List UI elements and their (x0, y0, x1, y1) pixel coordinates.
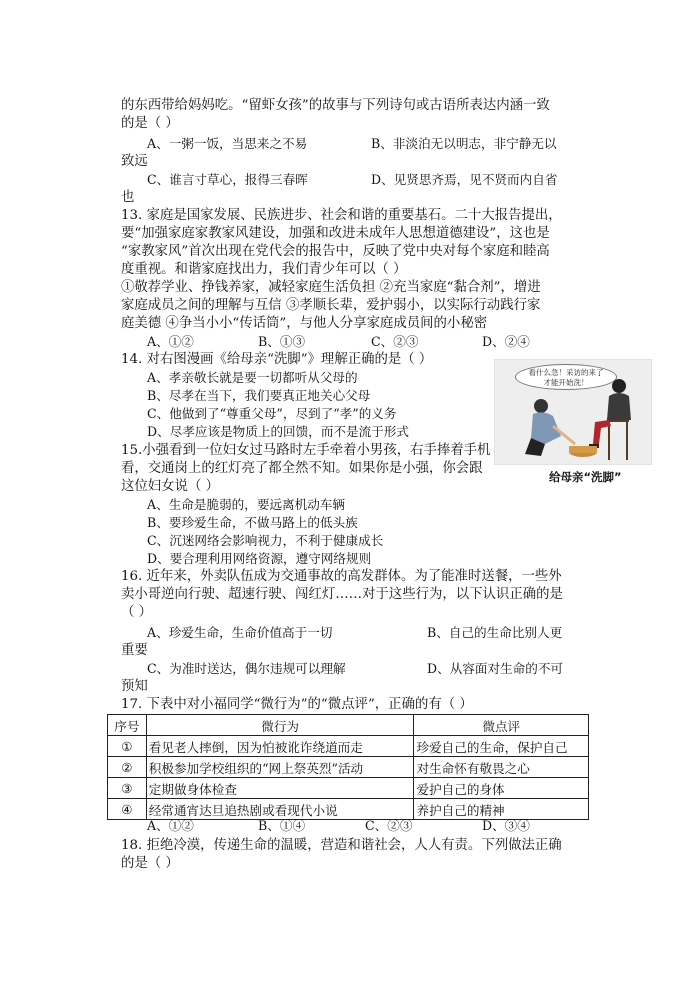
speech-bubble-line-1: 看什么急！采访的来了 (528, 368, 604, 377)
q16-option-a: A、珍爱生命，生命价值高于一切 (147, 625, 333, 640)
q17-option-c: C、②③ (365, 818, 413, 833)
table-header-cell: 微行为 (146, 715, 414, 736)
q14-option-b: B、尽孝在当下，我们要真正地关心父母 (147, 388, 371, 403)
q12-option-d: D、见贤思齐焉，见不贤而内自省 (371, 172, 558, 187)
table-cell: ① (108, 736, 147, 757)
q16-option-b: B、自己的生命比别人更 (427, 625, 563, 640)
speech-bubble-line-2: 才能开始洗！ (543, 378, 589, 387)
table-cell: 经常通宵达旦追热剧或看现代小说 (146, 799, 414, 820)
table-cell: 看见老人摔倒，因为怕被讹诈绕道而走 (146, 736, 414, 757)
q16-option-d: D、从容面对生命的不可 (427, 661, 564, 676)
q12-option-b-cont: 致远 (121, 154, 148, 169)
q17-table (107, 714, 589, 820)
q17-option-d: D、③④ (482, 818, 530, 833)
q15-option-c: C、沉迷网络会影响视力，不利于健康成长 (147, 533, 384, 548)
table-cell: ② (108, 757, 147, 778)
cartoon-illustration (494, 359, 652, 465)
q15-option-b: B、要珍爱生命，不做马路上的低头族 (147, 515, 358, 530)
q13-text-line-4: 度重视。和谐家庭找出力，我们青少年可以（ ） (121, 262, 407, 277)
table-cell: 定期做身体检查 (146, 778, 414, 799)
q15-text-line-1: 15.小强看到一位妇女过马路时左手牵着小男孩，右手捧着手机 (121, 443, 491, 458)
q16-option-d-cont: 预知 (121, 679, 148, 694)
q12-option-d-cont: 也 (121, 190, 135, 205)
q13-statements-line-1: ①敬荐学业、挣钱养家，减轻家庭生活负担 ②充当家庭“黏合剂”，增进 (121, 280, 541, 295)
table-header-cell: 微点评 (414, 715, 589, 736)
q14-text: 14. 对右图漫画《给母亲“洗脚”》理解正确的是（ ） (121, 352, 433, 367)
table-row (108, 757, 589, 778)
q12-option-c: C、谁言寸草心，报得三春晖 (147, 172, 308, 187)
table-cell: ③ (108, 778, 147, 799)
q16-text-line-2: 卖小哥逆向行驶、超速行驶、闯红灯……对于这些行为，以下认识正确的是 (121, 587, 563, 602)
q12-option-a: A、一粥一饭，当思来之不易 (147, 136, 308, 151)
cartoon-drawing (495, 360, 651, 464)
q18-text-line-2: 的是（ ） (121, 856, 179, 871)
q12-text-line-1: 的东西带给妈妈吃。“留虾女孩”的故事与下列诗句或古语所表达内涵一致 (121, 98, 550, 113)
q16-option-b-cont: 重要 (121, 643, 148, 658)
q17-text: 17. 下表中对小福同学“微行为”的“微点评”，正确的有（ ） (121, 697, 473, 712)
table-cell: 珍爱自己的生命，保护自己 (414, 736, 589, 757)
q15-option-a: A、生命是脆弱的，要远离机动车辆 (147, 497, 346, 512)
q17-option-a: A、①② (147, 818, 194, 833)
q18-text-line-1: 18. 拒绝冷漠，传递生命的温暖，营造和谐社会，人人有责。下列做法正确 (121, 838, 562, 853)
q13-statements-line-2: 家庭成员之间的理解与互信 ③孝顺长辈，爱护弱小，以实际行动践行家 (121, 298, 541, 313)
q13-option-a: A、①② (147, 334, 194, 349)
q14-option-d: D、尽孝应该是物质上的回馈，而不是流于形式 (147, 424, 409, 439)
q15-text-line-3: 这位妇女说（ ） (121, 479, 219, 494)
table-header-row (108, 715, 589, 736)
q13-statements-line-3: 庭美德 ④争当小小“传话筒”，与他人分享家庭成员间的小秘密 (121, 316, 488, 331)
q13-option-c: C、②③ (371, 334, 419, 349)
q14-option-a: A、孝亲敬长就是要一切都听从父母的 (147, 370, 358, 385)
q13-option-b: B、①③ (258, 334, 306, 349)
q13-text-line-3: “家教家风”首次出现在党代会的报告中，反映了党中央对每个家庭和睦高 (121, 244, 550, 259)
q13-option-d: D、②④ (482, 334, 530, 349)
table-cell: 养护自己的精神 (414, 799, 589, 820)
table-header-cell: 序号 (108, 715, 147, 736)
q15-text-line-2: 看，交通岗上的红灯亮了都全然不知。如果你是小强，你会跟 (121, 461, 483, 476)
q13-text-line-1: 13. 家庭是国家发展、民族进步、社会和谐的重要基石。二十大报告提出， (121, 208, 562, 223)
q12-text-line-2: 的是（ ） (121, 116, 179, 131)
q16-option-c: C、为准时送达，偶尔违规可以理解 (147, 661, 346, 676)
cartoon-caption: 给母亲“洗脚” (549, 470, 622, 484)
table-cell: 爱护自己的身体 (414, 778, 589, 799)
q12-option-b: B、非淡泊无以明志，非宁静无以 (371, 136, 557, 151)
q14-option-c: C、他做到了“尊重父母”，尽到了“孝”的义务 (147, 406, 397, 421)
table-row (108, 736, 589, 757)
table-cell: ④ (108, 799, 147, 820)
table-row (108, 778, 589, 799)
q13-text-line-2: 要“加强家庭家教家风建设，加强和改进未成年人思想道德建设”，这也是 (121, 226, 550, 241)
q17-option-b: B、①④ (258, 818, 306, 833)
q16-text-line-3: （ ） (121, 605, 153, 620)
table-cell: 积极参加学校组织的“网上祭英烈”活动 (146, 757, 414, 778)
q15-option-d: D、要合理利用网络资源，遵守网络规则 (147, 551, 372, 566)
table-cell: 对生命怀有敬畏之心 (414, 757, 589, 778)
q16-text-line-1: 16. 近年来，外卖队伍成为交通事故的高发群体。为了能准时送餐，一些外 (121, 569, 562, 584)
